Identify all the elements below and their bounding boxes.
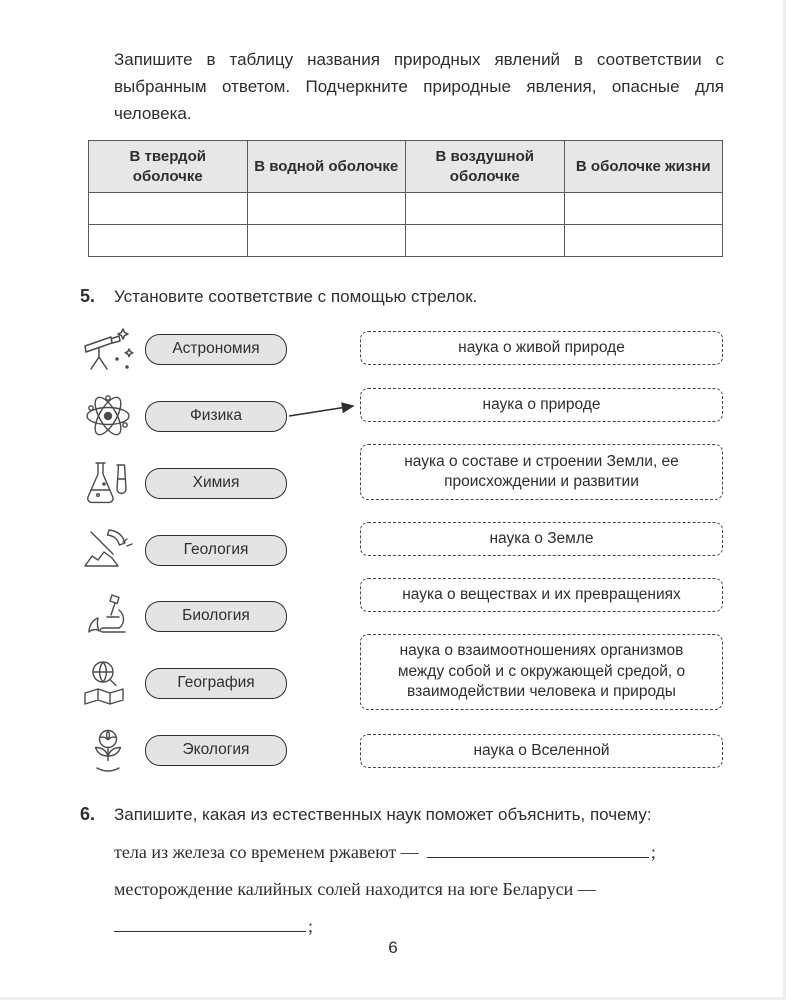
table-header-row — [89, 141, 723, 193]
table-header-solid-shell: В твердой оболочке — [89, 141, 248, 193]
answer-blank-2[interactable] — [114, 916, 306, 932]
definition-box-substances[interactable]: наука о веществах и их превращениях — [360, 578, 723, 612]
table-row — [89, 225, 723, 257]
match-left-geography — [76, 656, 287, 710]
science-button-geography[interactable]: География — [145, 668, 287, 699]
task6-heading — [80, 803, 726, 826]
task6-answers — [114, 834, 726, 945]
microscope-plant-icon — [76, 590, 140, 642]
table-header-air-shell: В воздушной оболочке — [406, 141, 565, 193]
definition-box-earth-composition[interactable]: наука о составе и строении Земли, ее происхождении и развитии — [360, 444, 723, 500]
task5-number: 5. — [80, 286, 96, 306]
table-cell[interactable] — [406, 225, 565, 257]
definition-box-organism-relations[interactable]: наука о взаимоотношениях организмов между собой и с окружающей средой, о взаимодействии человека и природы — [360, 634, 723, 710]
answer-line-2 — [114, 871, 726, 908]
match-left-ecology — [76, 723, 287, 777]
table-cell[interactable] — [89, 193, 248, 225]
task4-instructions: Запишите в таблицу названия природных явлений в соответствии с выбранным ответом. Подчеркните природные явления, опасные для человека. — [114, 50, 724, 123]
table-cell[interactable] — [406, 193, 565, 225]
table-row — [89, 193, 723, 225]
science-button-physics[interactable]: Физика — [145, 401, 287, 432]
definition-box-nature[interactable]: наука о природе — [360, 388, 723, 422]
answer-prompt-2: месторождение калийных солей находится на юге Беларуси — — [114, 879, 596, 899]
table-cell[interactable] — [89, 225, 248, 257]
definition-box-living-nature[interactable]: наука о живой природе — [360, 331, 723, 365]
match-left-physics — [76, 389, 287, 443]
rock-hammer-icon — [76, 524, 140, 576]
table-header-life-shell: В оболочке жизни — [564, 141, 723, 193]
telescope-icon — [76, 323, 140, 375]
table-header-water-shell: В водной оболочке — [247, 141, 406, 193]
answer-blank-1[interactable] — [427, 842, 649, 858]
match-left-astronomy — [76, 322, 287, 376]
plant-sprout-icon — [76, 724, 140, 776]
table-cell[interactable] — [564, 193, 723, 225]
globe-map-icon — [76, 657, 140, 709]
science-button-chemistry[interactable]: Химия — [145, 468, 287, 499]
table-cell[interactable] — [247, 225, 406, 257]
definition-box-universe[interactable]: наука о Вселенной — [360, 734, 723, 768]
definition-box-earth[interactable]: наука о Земле — [360, 522, 723, 556]
match-left-chemistry — [76, 456, 287, 510]
match-left-biology — [76, 589, 287, 643]
science-button-ecology[interactable]: Экология — [145, 735, 287, 766]
science-button-biology[interactable]: Биология — [145, 601, 287, 632]
match-left-geology — [76, 523, 287, 577]
natural-phenomena-table — [88, 140, 723, 257]
task6-title: Запишите, какая из естественных наук поможет объяснить, почему: — [114, 805, 652, 824]
atom-icon — [76, 390, 140, 442]
table-cell[interactable] — [247, 193, 406, 225]
task5-title: Установите соответствие с помощью стрелок. — [114, 287, 478, 306]
page-number: 6 — [388, 938, 398, 957]
answer-line-1 — [114, 834, 726, 871]
answer-suffix-2: ; — [308, 916, 314, 936]
science-button-astronomy[interactable]: Астрономия — [145, 334, 287, 365]
answer-suffix-1: ; — [650, 842, 656, 862]
table-cell[interactable] — [564, 225, 723, 257]
answer-prompt-1: тела из железа со временем ржавеют — — [114, 842, 419, 862]
matching-exercise — [0, 318, 786, 778]
task5-heading — [80, 285, 726, 308]
task6-number: 6. — [80, 804, 96, 824]
science-button-geology[interactable]: Геология — [145, 535, 287, 566]
chemistry-glassware-icon — [76, 457, 140, 509]
